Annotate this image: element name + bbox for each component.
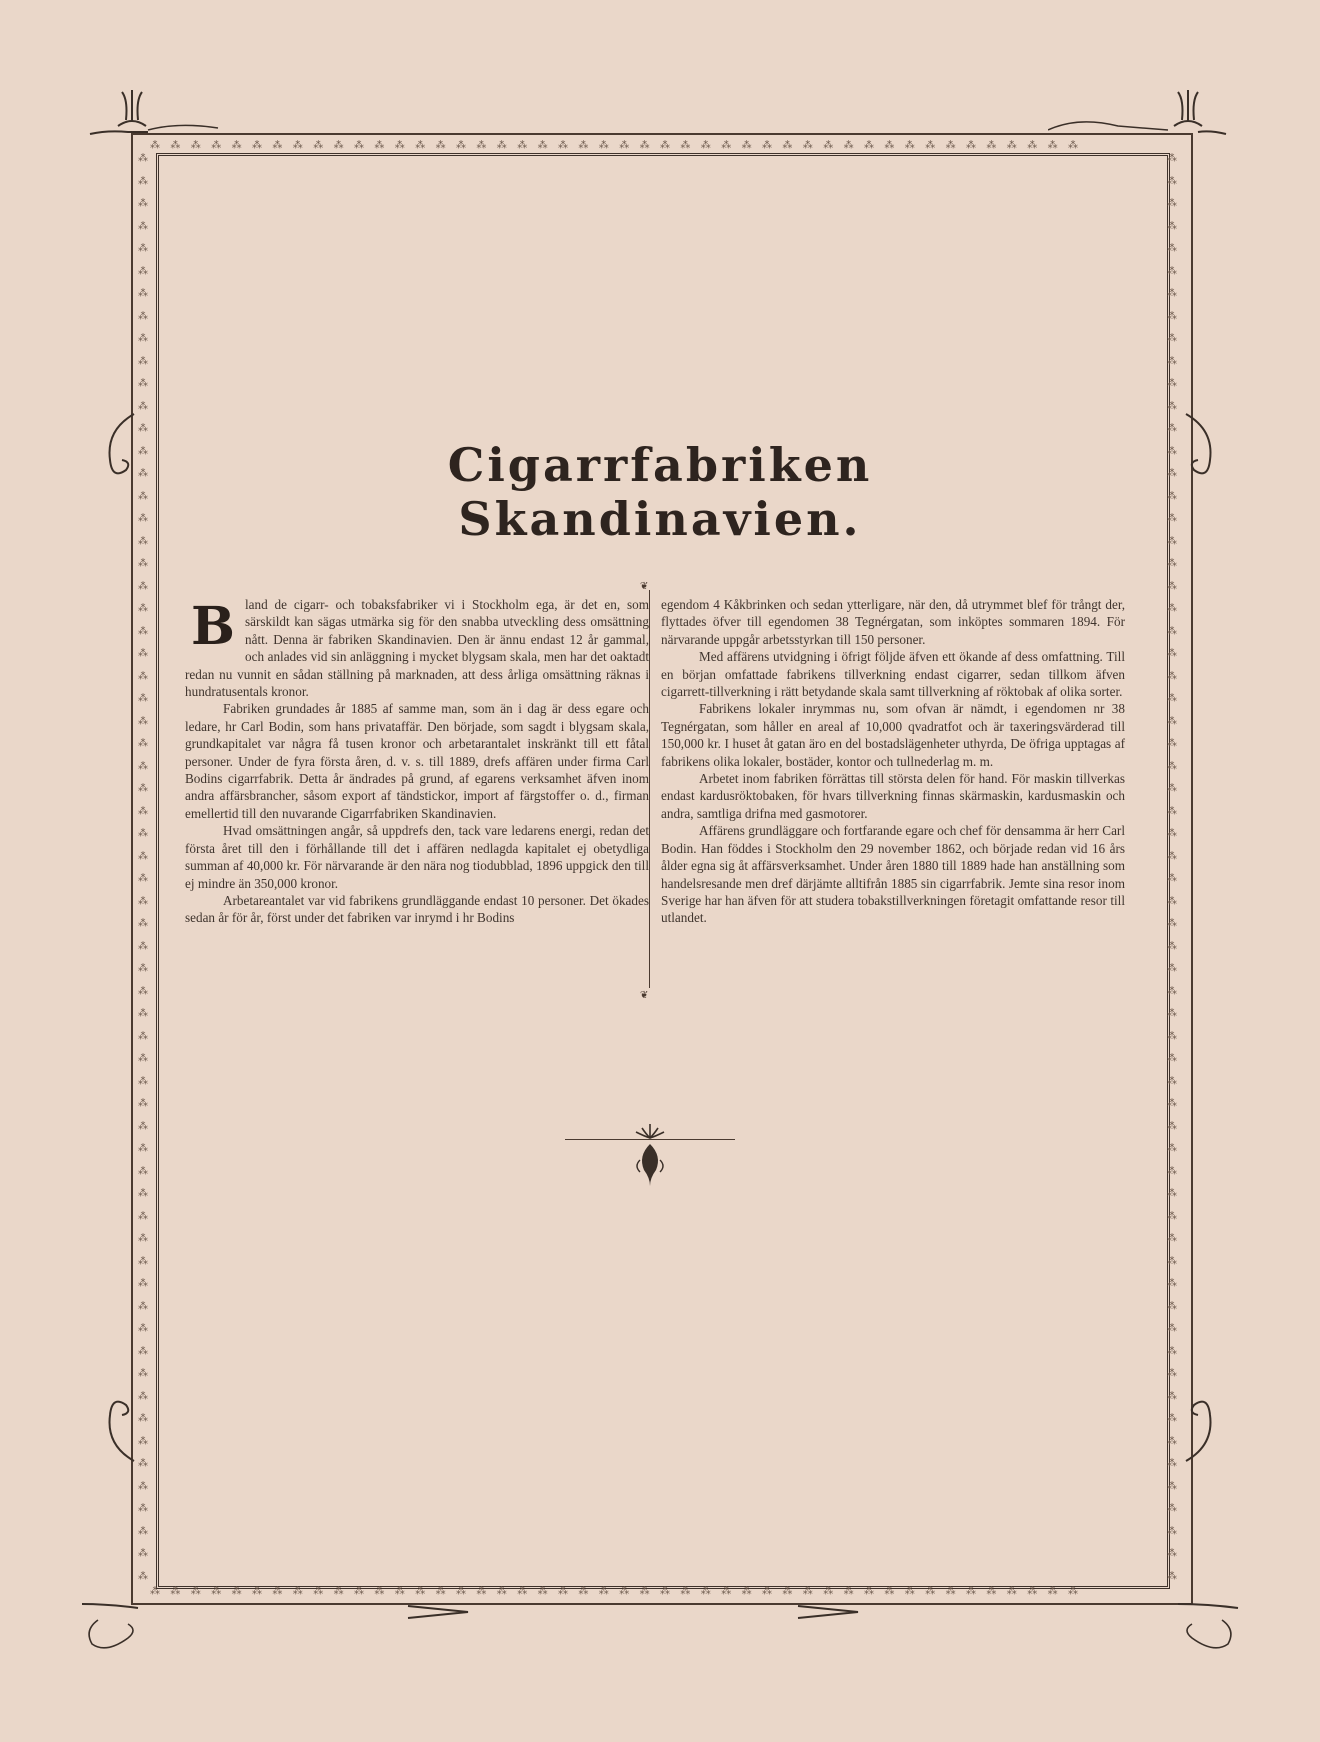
- paragraph: Arbetareantalet var vid fabrikens grundläggande endast 10 personer. Det ökades sedan år för år, först under det fabriken var inrymd i hr Bodins: [185, 892, 649, 926]
- page-title: Cigarrfabriken Skandinavien.: [447, 438, 873, 546]
- flourish-left-side-icon: [100, 410, 140, 490]
- flourish-top-left-icon: [88, 80, 228, 140]
- paragraph: Arbetet inom fabriken förrättas till största delen för hand. För maskin tillverkas endast kardusröktobaken, för hvars tillverkning finnas skärmaskin, kardusmaskin och andra, samtliga drifna med gasmotorer.: [661, 771, 1125, 821]
- paragraph: land de cigarr- och tobaksfabriker vi i Stockholm ega, är det en, som särskildt kan sägas utmärka sig för den snabba utveckling dess omsättning nått. Denna är fabriken Skandinavien. Den är ännu endast 12 år gammal, och anlades vid sin anläggning i mycket blygsam skala, men har det oaktadt redan nu vunnit en sådan ställning på marknaden, att dess årliga omsättning räknas i hundratusentals kronor.: [185, 597, 649, 700]
- flourish-left-lower-icon: [100, 1385, 140, 1465]
- column-divider-ornament-top-icon: ❦: [640, 581, 649, 592]
- right-column: [661, 596, 1125, 927]
- border-dots-right: ⁂ ⁂ ⁂ ⁂ ⁂ ⁂ ⁂ ⁂ ⁂ ⁂ ⁂ ⁂ ⁂ ⁂ ⁂ ⁂ ⁂ ⁂ ⁂ ⁂ ⁂ ⁂ ⁂ ⁂ ⁂ ⁂ ⁂ ⁂ ⁂ ⁂ ⁂ ⁂ ⁂ ⁂ ⁂ ⁂ ⁂ ⁂ ⁂ ⁂ ⁂ ⁂ ⁂ ⁂ ⁂ ⁂ ⁂ ⁂ ⁂ ⁂ ⁂ ⁂ ⁂ ⁂ ⁂ ⁂ ⁂ ⁂ ⁂ ⁂ ⁂ ⁂ ⁂ ⁂: [1167, 153, 1177, 1582]
- border-dots-top: ⁂⁂⁂⁂⁂⁂⁂⁂⁂⁂⁂⁂⁂⁂⁂⁂⁂⁂⁂⁂⁂⁂⁂⁂⁂⁂⁂⁂⁂⁂⁂⁂⁂⁂⁂⁂⁂⁂⁂⁂⁂⁂⁂⁂⁂⁂: [150, 140, 1089, 151]
- column-divider-ornament-bottom-icon: ❦: [640, 990, 649, 1001]
- paragraph: Fabrikens lokaler inrymmas nu, som ofvan är nämdt, i egendomen nr 38 Tegnérgatan, som håller en areal af 10,000 qvadratfot och är taxeringsvärderad till 150,000 kr. I huset åt gatan äro en del bostadslägenheter uthyrda, De öfriga upptagas af fabrikens olika lokaler, bostäder, kontor och tullnederlag m. m.: [661, 701, 1125, 769]
- tailpiece-ornament-icon: [628, 1120, 672, 1190]
- paragraph: Hvad omsättningen angår, så uppdrefs den, tack vare ledarens energi, redan det första året till den i förhållande till det i affären nedlagda kapitalet ej obetydliga summan af 40,000 kr. För närvarande är den nära nog tiodubblad, 1896 uppgick den till ej mindre än 350,000 kronor.: [185, 823, 649, 891]
- paragraph: egendom 4 Kåkbrinken och sedan ytterligare, när den, då utrymmet blef för trångt der, flyttades öfver till egendomen 38 Tegnérgatan, som inköptes sommaren 1894. För närvarande uppgår arbetsstyrkan till 150 personer.: [661, 597, 1125, 647]
- border-dots-left: ⁂ ⁂ ⁂ ⁂ ⁂ ⁂ ⁂ ⁂ ⁂ ⁂ ⁂ ⁂ ⁂ ⁂ ⁂ ⁂ ⁂ ⁂ ⁂ ⁂ ⁂ ⁂ ⁂ ⁂ ⁂ ⁂ ⁂ ⁂ ⁂ ⁂ ⁂ ⁂ ⁂ ⁂ ⁂ ⁂ ⁂ ⁂ ⁂ ⁂ ⁂ ⁂ ⁂ ⁂ ⁂ ⁂ ⁂ ⁂ ⁂ ⁂ ⁂ ⁂ ⁂ ⁂ ⁂ ⁂ ⁂ ⁂ ⁂ ⁂ ⁂ ⁂ ⁂ ⁂: [138, 153, 148, 1582]
- flourish-bottom-icon: [78, 1590, 1242, 1660]
- border-dots-bottom: ⁂⁂⁂⁂⁂⁂⁂⁂⁂⁂⁂⁂⁂⁂⁂⁂⁂⁂⁂⁂⁂⁂⁂⁂⁂⁂⁂⁂⁂⁂⁂⁂⁂⁂⁂⁂⁂⁂⁂⁂⁂⁂⁂⁂⁂⁂: [150, 1586, 1089, 1597]
- dropcap-letter: B: [191, 596, 235, 657]
- paragraph: Affärens grundläggare och fortfarande egare och chef för densamma är herr Carl Bodin. Han föddes i Stockholm den 29 november 1862, och började redan vid 16 års ålder egna sig åt affärsverksamhet. Under åren 1880 till 1889 hade han anställning som handelsresande men dref därjämte alltifrån 1885 sin cigarrfabrik. Jemte sina resor inom Sverige har han äfven för att studera tobakstillverkningen företagit omfattande resor till utlandet.: [661, 823, 1125, 926]
- left-column: [185, 596, 649, 927]
- paragraph: Fabriken grundades år 1885 af samme man, som än i dag är dess egare och ledare, hr Carl Bodin, som hans privataffär. Den började, som sagdt i blygsam skala, grundkapitalet var några få tusen kronor och arbetarantalet inskränkt till ett fåtal personer. Under de fyra första åren, d. v. s. till 1889, drefs affären under firma Carl Bodins cigarrfabrik. Detta år ändrades på grund, af egarens verksamhet äfven inom andra affärsbrancher, såsom export af tändstickor, import af färgstoffer o. d., firman emellertid till den nuvarande Cigarrfabriken Skandinavien.: [185, 701, 649, 821]
- flourish-top-right-icon: [1048, 80, 1228, 140]
- column-divider: [649, 590, 650, 988]
- paragraph: Med affärens utvidgning i öfrigt följde äfven ett ökande af dess omfattning. Till en början omfattade fabrikens tillverkning endast cigarrer, sedan tillkom äfven cigarrett-tillverkning i rätt betydande skala samt tillverkning af röktobak af olika sorter.: [661, 649, 1125, 700]
- flourish-right-side-icon: [1180, 410, 1220, 490]
- flourish-right-lower-icon: [1180, 1385, 1220, 1465]
